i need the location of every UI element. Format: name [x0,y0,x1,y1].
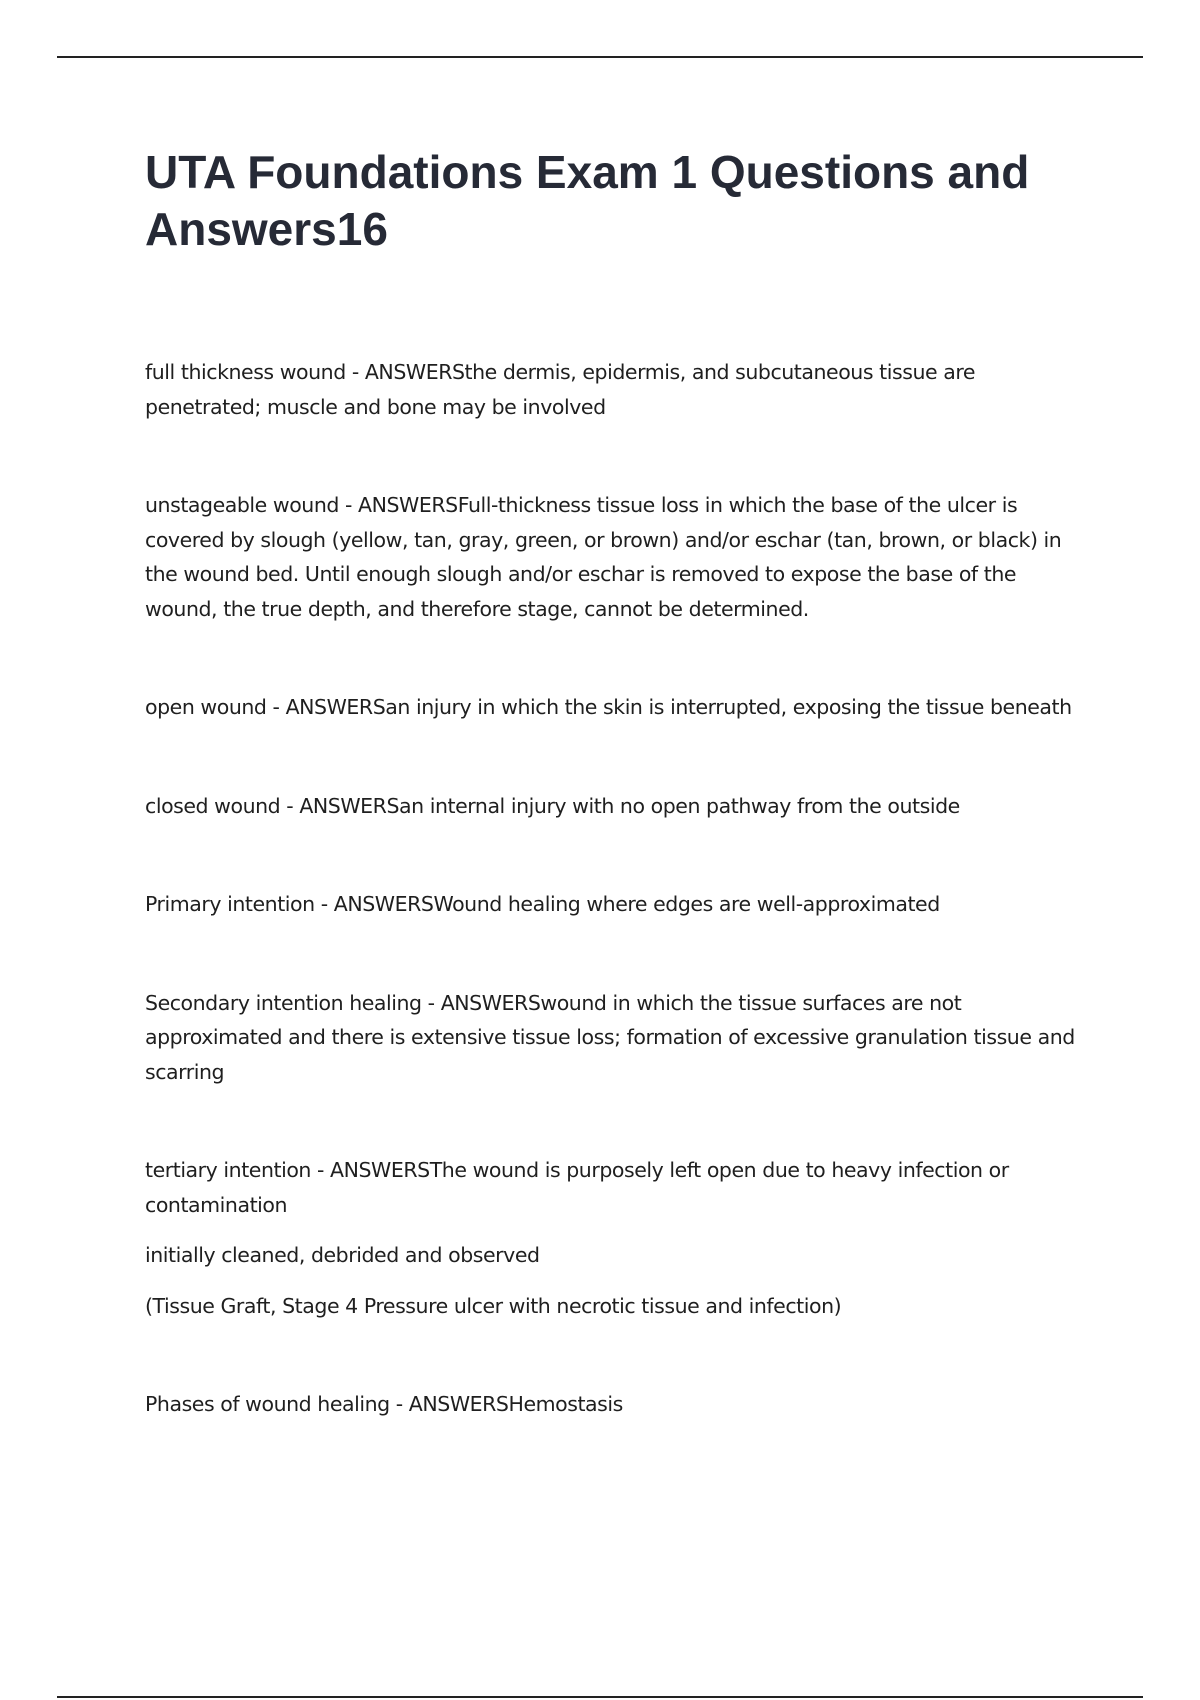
qa-entry [145,887,1075,922]
qa-entry [145,1153,1075,1323]
qa-entry [145,690,1075,725]
top-divider [57,56,1143,58]
qa-text: closed wound - ANSWERSan internal injury with no open pathway from the outside [145,793,960,818]
qa-list [145,355,1075,1422]
qa-entry [145,789,1075,824]
qa-text: unstageable wound - ANSWERSFull-thickness tissue loss in which the base of the ulcer is covered by slough (yellow, tan, gray, green, or brown) and/or eschar (tan, brown, or black) in the wound bed. Until enough slough and/or eschar is removed to expose the base of the wound, the true depth, and therefore stage, cannot be determined. [145,493,1062,621]
qa-text: tertiary intention - ANSWERSThe wound is purposely left open due to heavy infection or contamination [145,1158,1009,1217]
qa-text: Phases of wound healing - ANSWERSHemostasis [145,1392,623,1416]
qa-entry [145,986,1075,1090]
qa-text: (Tissue Graft, Stage 4 Pressure ulcer with necrotic tissue and infection) [145,1293,842,1318]
qa-entry [145,488,1075,626]
qa-text: initially cleaned, debrided and observed [145,1243,540,1267]
qa-text: Secondary intention healing - ANSWERSwound in which the tissue surfaces are not approximated and there is extensive tissue loss; formation of excessive granulation tissue and scarring [145,990,1075,1084]
document-title: UTA Foundations Exam 1 Questions and Answers16 [145,146,1030,255]
qa-entry [145,355,1075,424]
bottom-divider [57,1696,1143,1698]
qa-text: full thickness wound - ANSWERSthe dermis, epidermis, and subcutaneous tissue are penetrated; muscle and bone may be involved [145,360,976,419]
qa-entry [145,1387,1075,1422]
qa-text: Primary intention - ANSWERSWound healing where edges are well-approximated [145,892,940,916]
qa-text: open wound - ANSWERSan injury in which the skin is interrupted, exposing the tissue beneath [145,695,1072,719]
